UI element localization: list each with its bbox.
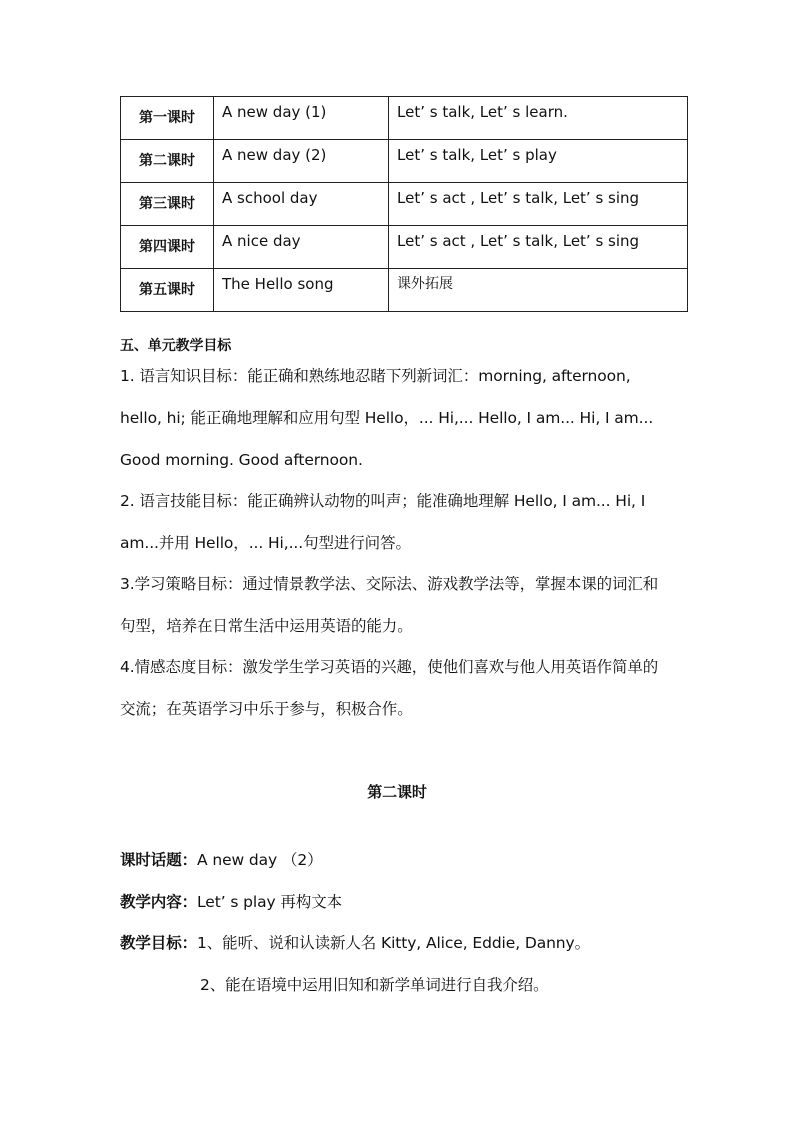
goal-item: 1、能听、说和认读新人名 Kitty, Alice, Eddie, Danny。 (197, 934, 591, 952)
period-cell: 第三课时 (121, 183, 214, 226)
paragraph-line: Good morning. Good afternoon. (120, 451, 363, 469)
paragraph-line: 1. 语言知识目标：能正确和熟练地忍睹下列新词汇：morning, afternoon, (120, 367, 631, 385)
paragraph-line: am...并用 Hello，... Hi,...句型进行问答。 (120, 534, 411, 552)
section-heading: 五、单元教学目标 (120, 338, 232, 354)
table-row (121, 183, 688, 226)
table-row (121, 97, 688, 140)
title-cell: A new day (1) (214, 97, 389, 140)
content-cell: Let’ s act , Let’ s talk, Let’ s sing (389, 183, 688, 226)
period-cell: 第二课时 (121, 140, 214, 183)
table-row (121, 226, 688, 269)
topic-label: 课时话题： (120, 851, 198, 869)
paragraph-line: 句型，培养在日常生活中运用英语的能力。 (120, 617, 413, 635)
content-value: Let’ s play 再构文本 (197, 893, 342, 911)
table-row (121, 140, 688, 183)
content-line (120, 890, 676, 914)
paragraph-line: 3.学习策略目标：通过情景教学法、交际法、游戏教学法等，掌握本课的词汇和 (120, 575, 659, 593)
content-cell: Let’ s talk, Let’ s learn. (389, 97, 688, 140)
goal-item: 2、能在语境中运用旧知和新学单词进行自我介绍。 (200, 976, 549, 994)
period-cell: 第一课时 (121, 97, 214, 140)
paragraph-line: 2. 语言技能目标：能正确辨认动物的叫声；能准确地理解 Hello, I am... Hi, I (120, 492, 646, 510)
topic-value: A new day （2） (197, 851, 323, 869)
title-cell: A school day (214, 183, 389, 226)
period-cell: 第四课时 (121, 226, 214, 269)
topic-line (120, 848, 676, 872)
paragraph-line: 交流；在英语学习中乐于参与，积极合作。 (120, 700, 413, 718)
table-row (121, 269, 688, 312)
title-cell: A nice day (214, 226, 389, 269)
lesson-schedule-table (120, 96, 688, 312)
paragraph-line: 4.情感态度目标：激发学生学习英语的兴趣，使他们喜欢与他人用英语作简单的 (120, 658, 659, 676)
lesson-heading: 第二课时 (367, 783, 427, 801)
paragraph-line: hello, hi; 能正确地理解和应用句型 Hello，... Hi,... Hello, I am... Hi, I am... (120, 409, 654, 427)
content-cell: Let’ s talk, Let’ s play (389, 140, 688, 183)
goal-line (120, 931, 676, 955)
title-cell: The Hello song (214, 269, 389, 312)
content-label: 教学内容： (120, 893, 198, 911)
title-cell: A new day (2) (214, 140, 389, 183)
goal-label: 教学目标： (120, 934, 198, 952)
period-cell: 第五课时 (121, 269, 214, 312)
content-cell: Let’ s act , Let’ s talk, Let’ s sing (389, 226, 688, 269)
content-cell: 课外拓展 (389, 269, 688, 312)
